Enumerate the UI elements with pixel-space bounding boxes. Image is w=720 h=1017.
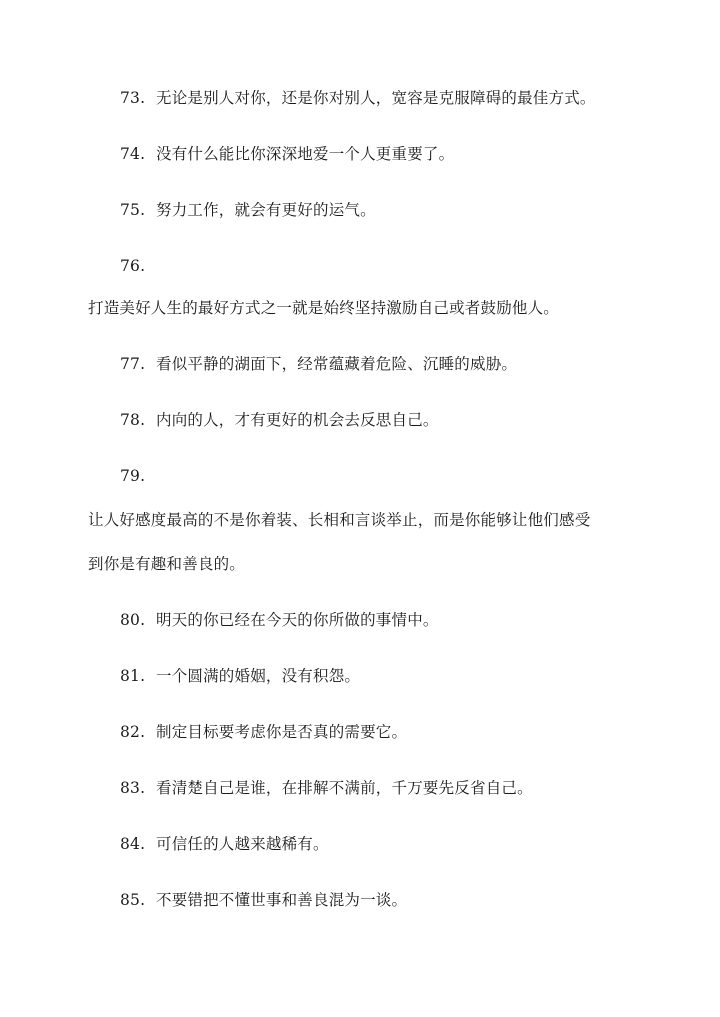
item-number: 77. bbox=[120, 355, 146, 373]
item-number: 85. bbox=[120, 891, 146, 909]
list-item-number-line bbox=[120, 256, 156, 276]
item-text: 明天的你已经在今天的你所做的事情中。 bbox=[156, 611, 439, 629]
item-number: 84. bbox=[120, 835, 146, 853]
list-item bbox=[120, 410, 439, 430]
item-text: 打造美好人生的最好方式之一就是始终坚持激励自己或者鼓励他人。 bbox=[88, 299, 560, 317]
item-number: 79. bbox=[120, 467, 146, 485]
item-number: 82. bbox=[120, 723, 146, 741]
list-item bbox=[120, 666, 360, 686]
list-item-text-line bbox=[88, 298, 559, 318]
item-text: 没有什么能比你深深地爱一个人更重要了。 bbox=[156, 145, 455, 163]
item-number: 81. bbox=[120, 667, 146, 685]
item-text: 让人好感度最高的不是你着装、长相和言谈举止，而是你能够让他们感受 bbox=[88, 511, 591, 529]
item-number: 76. bbox=[120, 257, 146, 275]
list-item-text-line bbox=[88, 510, 590, 530]
item-text: 制定目标要考虑你是否真的需要它。 bbox=[156, 723, 408, 741]
list-item bbox=[120, 890, 407, 910]
item-number: 75. bbox=[120, 201, 146, 219]
list-item-number-line bbox=[120, 466, 156, 486]
item-text: 可信任的人越来越稀有。 bbox=[156, 835, 329, 853]
item-text: 无论是别人对你，还是你对别人，宽容是克服障碍的最佳方式。 bbox=[156, 89, 596, 107]
list-item bbox=[120, 144, 454, 164]
item-text: 看似平静的湖面下，经常蕴藏着危险、沉睡的威胁。 bbox=[156, 355, 518, 373]
item-text: 到你是有趣和善良的。 bbox=[88, 555, 246, 573]
item-number: 83. bbox=[120, 779, 146, 797]
list-item bbox=[120, 610, 439, 630]
list-item bbox=[120, 834, 329, 854]
item-text: 努力工作，就会有更好的运气。 bbox=[156, 201, 376, 219]
list-item bbox=[120, 88, 596, 108]
item-number: 78. bbox=[120, 411, 146, 429]
item-text: 不要错把不懂世事和善良混为一谈。 bbox=[156, 891, 408, 909]
list-item bbox=[120, 354, 517, 374]
list-item bbox=[120, 200, 376, 220]
list-item bbox=[120, 778, 533, 798]
list-item bbox=[120, 722, 407, 742]
list-item-text-line bbox=[88, 554, 245, 574]
item-number: 80. bbox=[120, 611, 146, 629]
item-number: 73. bbox=[120, 89, 146, 107]
item-text: 内向的人，才有更好的机会去反思自己。 bbox=[156, 411, 439, 429]
item-text: 看清楚自己是谁，在排解不满前，千万要先反省自己。 bbox=[156, 779, 533, 797]
item-number: 74. bbox=[120, 145, 146, 163]
item-text: 一个圆满的婚姻，没有积怨。 bbox=[156, 667, 361, 685]
